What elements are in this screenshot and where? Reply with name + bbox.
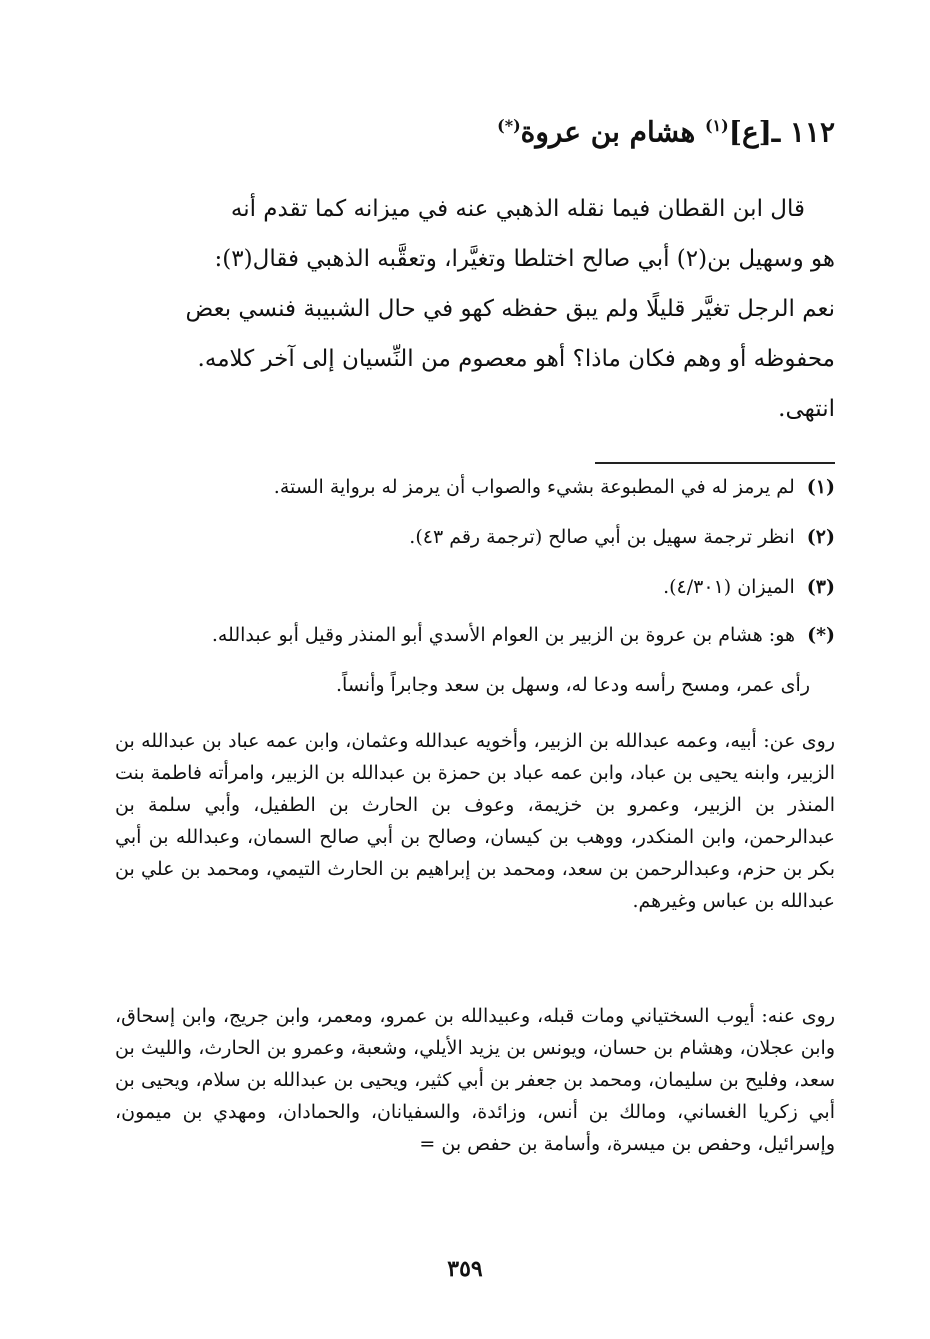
rawa-an-block — [115, 725, 835, 917]
entry-code-note: (١) — [704, 116, 729, 135]
rawa-an-text: أبيه، وعمه عبدالله بن الزبير، وأخويه عبدالله وعثمان، وابن عمه عباد بن عبدالله بن الزبير، وابنه يحيى بن عباد، وابن عمه عباد بن حمزة بن عبدالله بن الزبير، وامرأته فاطمة بنت المنذر بن الزبير، وعمرو بن خزيمة، وعوف بن الحارث بن الطفيل، وأبي سلمة بن عبدالرحمن، وابن المنكدر، ووهب بن كيسان، وصالح بن أبي صالح السمان، وعبدالله بن أبي بكر بن حزم، وعبدالرحمن بن سعد، ومحمد بن إبراهيم بن الحارث التيمي، ومحمد بن علي بن عبدالله بن عباس وغيرهم. — [115, 730, 835, 912]
main-line-1: قال ابن القطان فيما نقله الذهبي عنه في ميزانه كما تقدم أنه — [230, 196, 805, 222]
entry-name-note: (*) — [497, 116, 521, 135]
footnote-1-number: (١) — [806, 476, 835, 498]
footnote-1-text: لم يرمز له في المطبوعة بشيء والصواب أن يرمز له برواية الستة. — [273, 476, 795, 498]
entry-code: [ع] — [728, 115, 772, 149]
main-line-4: محفوظه أو وهم فكان ماذا؟ أهو معصوم من النِّسيان إلى آخر كلامه. — [197, 346, 835, 372]
main-line-3: نعم الرجل تغيَّر قليلًا ولم يبق حفظه كهو في حال الشبيبة فنسي بعض — [185, 296, 835, 322]
entry-heading — [95, 104, 835, 154]
footnote-ra-line: رأى عمر، ومسح رأسه ودعا له، وسهل بن سعد وجابراً وأنساً. — [336, 674, 810, 696]
rawa-anhu-label: روى عنه: — [761, 1005, 836, 1027]
main-line-2: هو وسهيل بن(٢) أبي صالح اختلطا وتغيَّرا، وتعقَّبه الذهبي فقال(٣): — [214, 246, 835, 272]
footnote-star-text: هو: هشام بن عروة بن الزبير بن العوام الأسدي أبو المنذر وقيل أبو عبدالله. — [211, 624, 796, 646]
main-paragraph — [115, 184, 835, 434]
footnote-3-number: (٣) — [806, 576, 835, 598]
entry-dash: ـ — [771, 115, 781, 149]
page-number: ٣٥٩ — [447, 1256, 483, 1282]
entry-name: هشام بن عروة — [520, 115, 696, 149]
footnote-separator — [595, 462, 835, 464]
rawa-anhu-block — [115, 1000, 835, 1160]
footnote-2 — [115, 524, 835, 550]
rawa-anhu-text: أيوب السختياني ومات قبله، وعبيدالله بن عمرو، ومعمر، وابن جريج، وابن إسحاق، وابن عجلان، وهشام بن حسان، ويونس بن يزيد الأيلي، وشعبة، وعمرو بن الحارث، والليث بن سعد، وفليح بن سليمان، ومحمد بن جعفر بن أبي كثير، ويحيى بن عبدالله بن سلام، ويحيى بن أبي زكريا الغساني، ومالك بن أنس، وزائدة، والسفيانان، والحمادان، ومهدي بن ميمون، وإسرائيل، وحفص بن ميسرة، وأسامة بن حفص بن = — [115, 1005, 835, 1155]
footnote-2-text: انظر ترجمة سهيل بن أبي صالح (ترجمة رقم ٤٣). — [409, 526, 795, 548]
main-line-5: انتهى. — [778, 396, 835, 422]
footnote-star-number: (*) — [807, 624, 835, 646]
footnote-3-text: الميزان (٤/٣٠١). — [663, 576, 795, 598]
footnote-3 — [115, 574, 835, 600]
entry-number: ١١٢ — [789, 115, 835, 149]
footnote-1 — [115, 474, 835, 500]
footnote-2-number: (٢) — [806, 526, 835, 548]
footnote-star — [115, 622, 835, 648]
rawa-an-label: روى عن: — [763, 730, 836, 752]
